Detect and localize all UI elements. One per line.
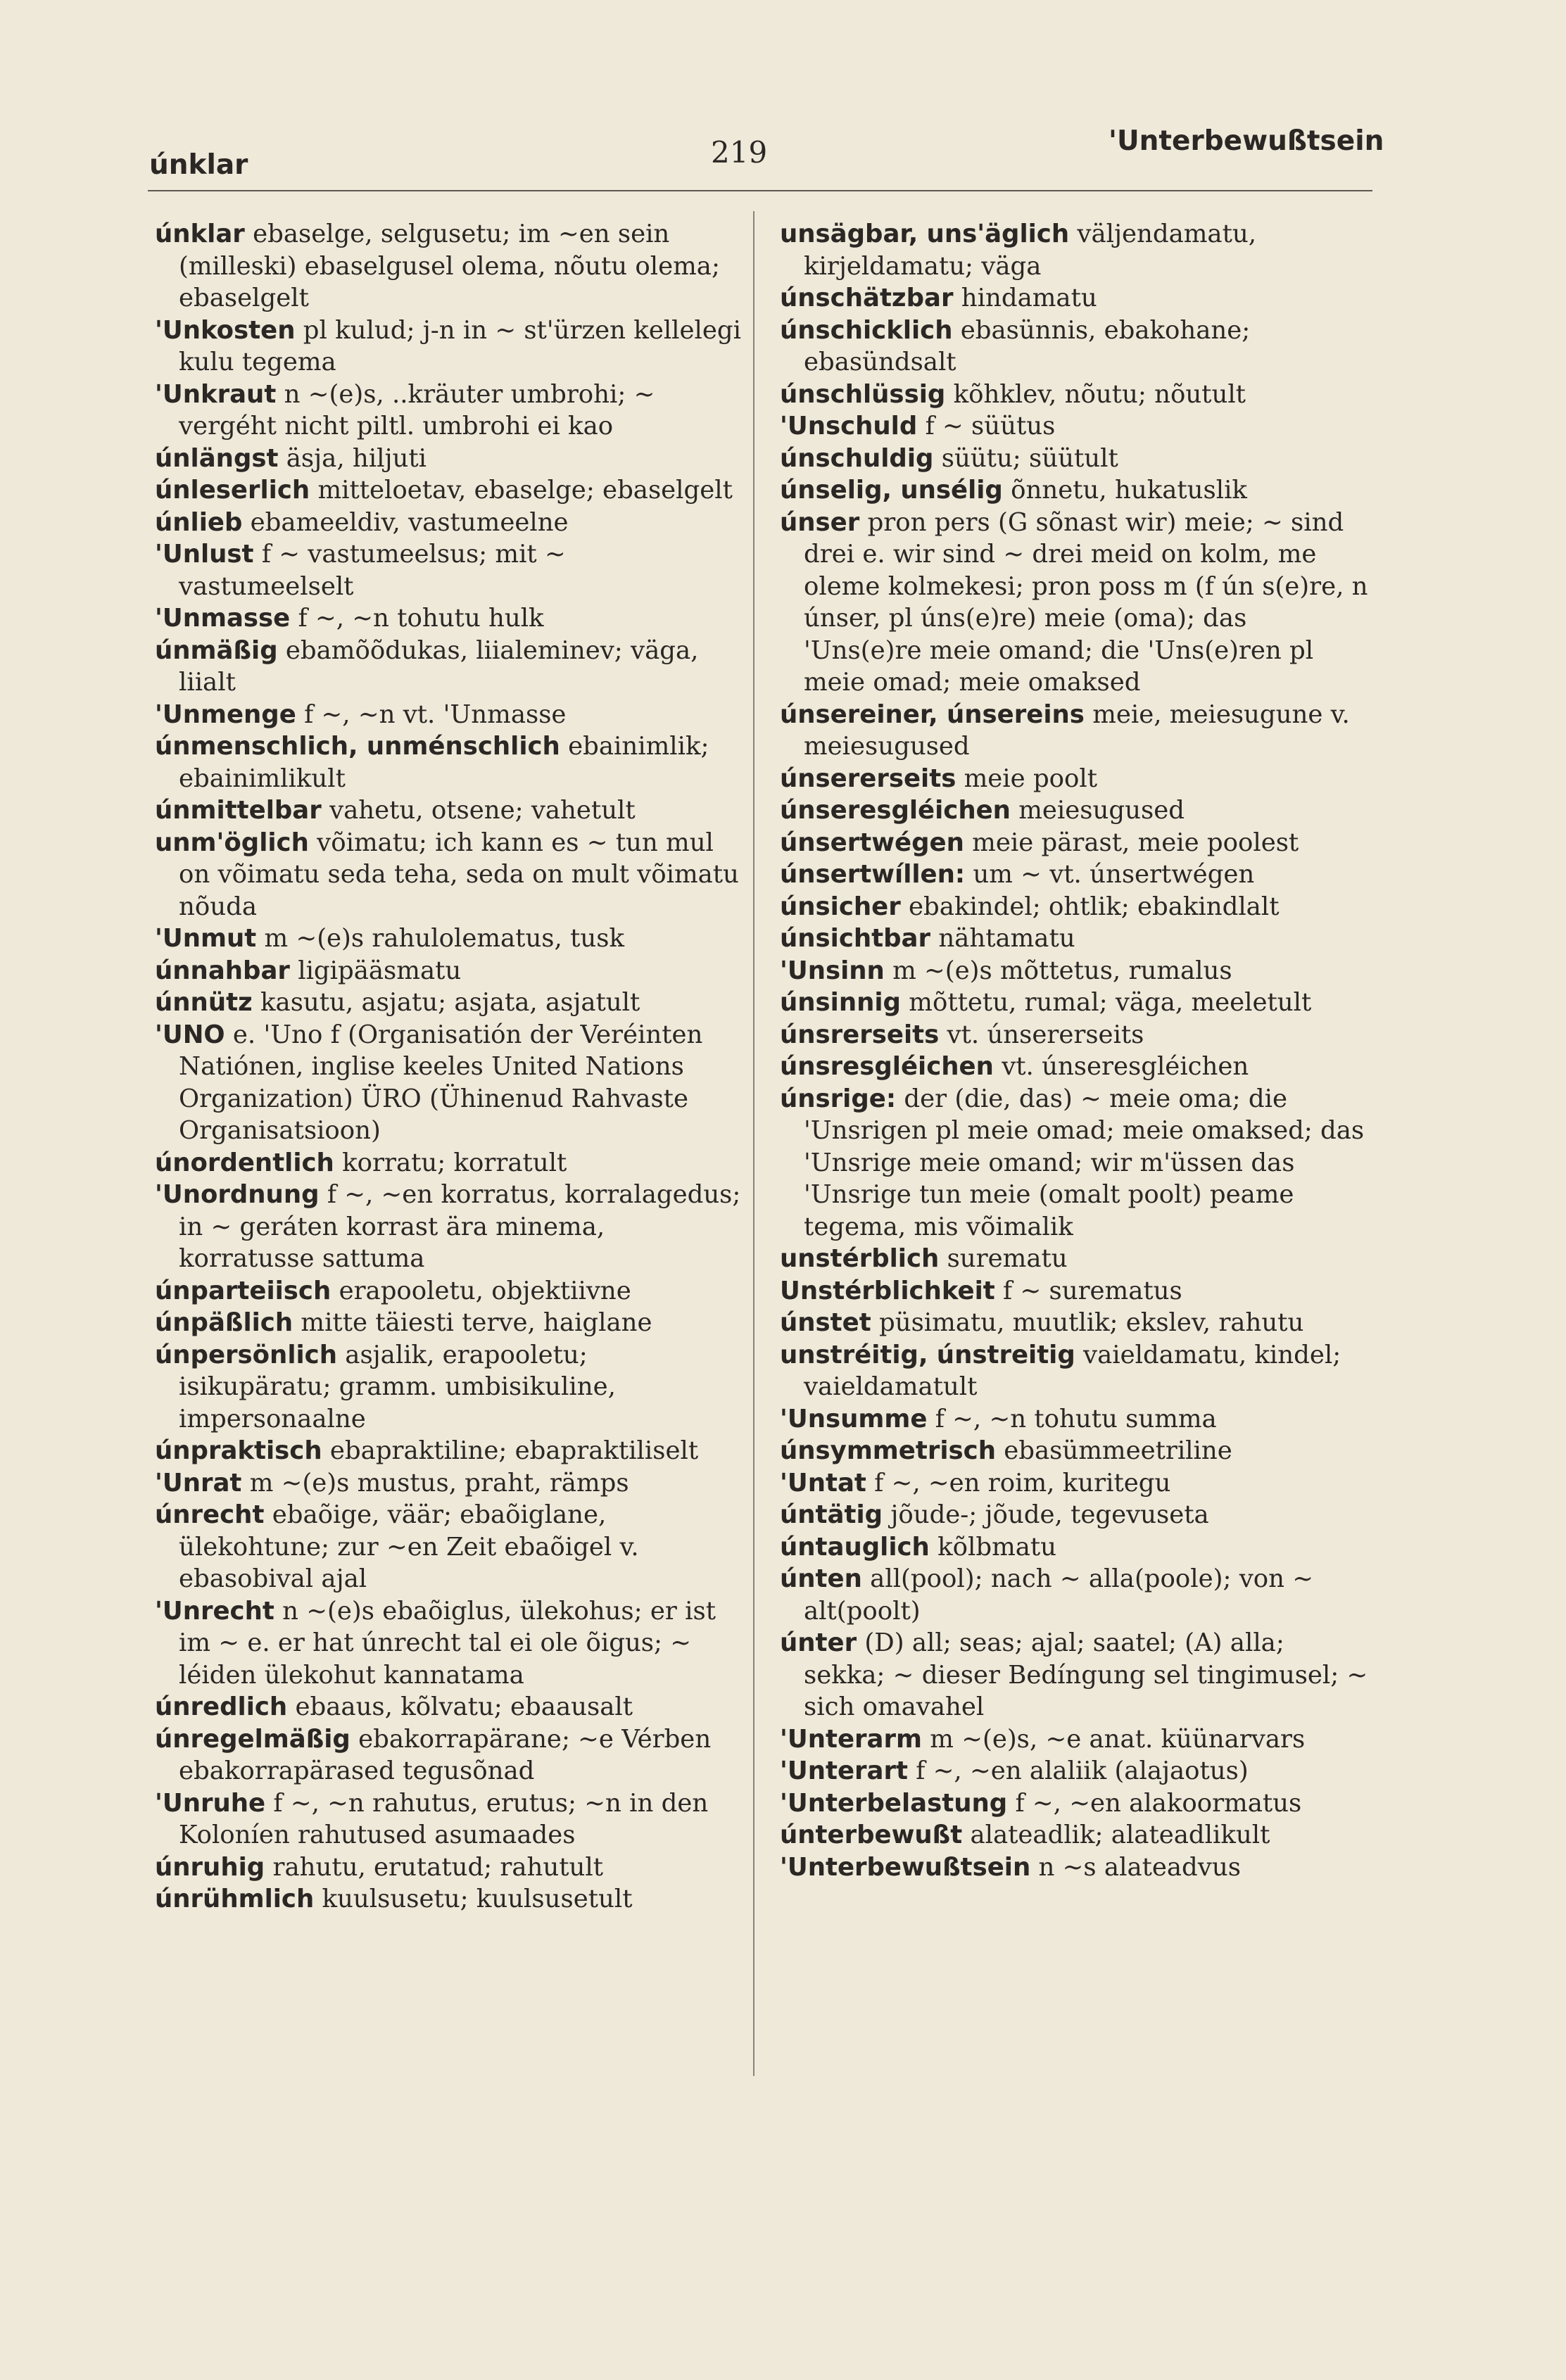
entry-definition: äsja, hiljuti [286,443,427,473]
entry-definition: meie, meiesugune v. meiesugused [804,700,1350,761]
dictionary-entry [155,379,746,443]
dictionary-entry [780,1723,1371,1756]
entry-definition: f ~, ~en alakoormatus [1015,1788,1302,1818]
entry-definition: vaieldamatu, kindel; vaieldamatult [804,1340,1341,1401]
entry-definition: pron pers (G sõnast wir) meie; ~ sind drei e. wir sind ~ drei meid on kolm, me oleme kolmekesi; pron poss m (f ún s(e)re, n únser, pl úns(e)re) meie (oma); das 'Uns(e)re meie omand; die 'Uns(e)ren pl meie omad; meie omaksed [804,507,1368,697]
entry-definition: m ~(e)s rahulolematus, tusk [264,924,624,953]
entry-headword: 'Unterbewußtsein [780,1852,1031,1882]
entry-headword: únsertwégen [780,828,964,857]
entry-headword: únter [780,1628,857,1657]
dictionary-entry [155,730,746,795]
dictionary-entry [780,1563,1371,1627]
dictionary-entry [155,1883,746,1916]
entry-definition: f ~ vastumeelsus; mit ~ vastumeelselt [179,540,566,601]
dictionary-entry [780,1627,1371,1723]
entry-definition: m ~(e)s mustus, praht, rämps [249,1468,629,1498]
entry-definition: meie pärast, meie poolest [972,828,1299,857]
dictionary-entry [780,315,1371,379]
entry-definition: ebamõõdukas, liialeminev; väga, liialt [179,635,699,697]
dictionary-entry [780,1467,1371,1500]
dictionary-entry [780,827,1371,859]
entry-headword: únsertwíllen: [780,860,966,889]
dictionary-entry [780,1755,1371,1787]
page-number: 219 [711,135,768,170]
entry-definition: mitte täiesti terve, haiglane [301,1308,652,1337]
dictionary-entry [155,1787,746,1852]
dictionary-entry [155,1691,746,1723]
dictionary-entry [155,1852,746,1884]
dictionary-entry [155,699,746,731]
entry-headword: unsägbar, uns'äglich [780,220,1070,248]
entry-definition: ebameeldiv, vastumeelne [250,507,569,537]
dictionary-entry [155,1147,746,1179]
entry-definition: ligipääsmatu [298,956,462,985]
entry-definition: mitteloetav, ebaselge; ebaselgelt [317,476,733,505]
entry-headword: únsicher [780,892,901,921]
entry-definition: n ~s alateadvus [1038,1852,1241,1882]
dictionary-entry [780,795,1371,827]
entry-definition: korratu; korratult [342,1148,567,1177]
entry-definition: vt. únsererseits [947,1020,1144,1049]
entry-headword: únselig, unsélig [780,476,1003,505]
entry-headword: 'Unschuld [780,412,918,441]
entry-headword: úntätig [780,1500,883,1529]
dictionary-entry [155,635,746,699]
entry-definition: f ~, ~n rahutus, erutus; ~n in den Koloníen rahutused asumaades [179,1788,709,1849]
entry-headword: únleserlich [155,476,310,505]
entry-headword: únschicklich [780,315,953,345]
entry-headword: únmenschlich, unménschlich [155,732,560,761]
entry-headword: únschätzbar [780,284,954,312]
guide-word-right: 'Unterbewußtsein [1109,125,1384,157]
entry-definition: f ~, ~n tohutu summa [935,1404,1217,1433]
dictionary-entry [780,987,1371,1019]
dictionary-entry [780,1531,1371,1564]
dictionary-entry [780,379,1371,411]
entry-definition: surematu [947,1244,1068,1273]
dictionary-entry [155,987,746,1019]
dictionary-entry [780,1435,1371,1467]
left-column [155,218,746,1916]
entry-headword: únsinnig [780,988,901,1017]
entry-headword: únpäßlich [155,1308,293,1337]
dictionary-entry [780,410,1371,443]
entry-headword: únlängst [155,443,279,473]
entry-headword: únsymmetrisch [780,1436,996,1465]
dictionary-entry [155,507,746,539]
dictionary-entry [155,1467,746,1500]
entry-definition: rahutu, erutatud; rahutult [272,1852,604,1882]
entry-headword: 'UNO [155,1020,225,1049]
entry-headword: únten [780,1564,862,1593]
entry-definition: mõttetu, rumal; väga, meeletult [909,988,1312,1017]
entry-definition: ebasümmeetriline [1004,1436,1232,1465]
dictionary-entry [155,923,746,955]
dictionary-entry [155,795,746,827]
entry-headword: únstet [780,1308,871,1337]
entry-headword: 'Unrecht [155,1596,274,1626]
entry-headword: úntauglich [780,1532,930,1562]
entry-headword: 'Unlust [155,540,254,569]
column-divider [753,211,754,2076]
entry-definition: hindamatu [961,284,1097,312]
entry-definition: ebakindel; ohtlik; ebakindlalt [909,892,1280,921]
entry-definition: f ~, ~n tohutu hulk [298,604,544,633]
dictionary-entry [780,891,1371,923]
entry-definition: vahetu, otsene; vahetult [329,796,636,825]
entry-headword: 'Unsumme [780,1404,928,1433]
guide-word-left: únklar [149,149,248,181]
entry-definition: f ~ surematus [1003,1276,1182,1305]
entry-headword: 'Untat [780,1468,866,1498]
dictionary-entry [780,1083,1371,1243]
dictionary-entry [155,1019,746,1147]
entry-definition: f ~ süütus [925,412,1056,441]
entry-definition: um ~ vt. únsertwégen [973,860,1255,889]
dictionary-entry [780,699,1371,763]
entry-headword: 'Unmasse [155,604,291,633]
entry-headword: únlieb [155,507,243,537]
entry-definition: kõhklev, nõutu; nõutult [953,379,1246,409]
entry-definition: m ~(e)s, ~e anat. küünarvars [930,1724,1306,1754]
dictionary-entry [155,1723,746,1787]
entry-definition: kuulsusetu; kuulsusetult [322,1885,633,1913]
entry-definition: m ~(e)s mõttetus, rumalus [892,956,1232,985]
entry-definition: ebaõige, väär; ebaõiglane, ülekohtune; zur ~en Zeit ebaõigel v. ebasobival ajal [179,1500,639,1593]
entry-definition: (D) all; seas; ajal; saatel; (A) alla; sekka; ~ dieser Bedíngung sel tingimusel; ~ sich omavahel [804,1628,1368,1721]
dictionary-entry [780,1403,1371,1436]
entry-definition: püsimatu, muutlik; ekslev, rahutu [879,1308,1304,1337]
entry-definition: f ~, ~en roim, kuritegu [874,1468,1171,1498]
entry-headword: únschlüssig [780,379,946,409]
entry-headword: únmittelbar [155,796,322,825]
entry-headword: 'Unordnung [155,1180,320,1209]
entry-headword: únser [780,507,860,537]
entry-headword: unstréitig, únstreitig [780,1340,1075,1369]
dictionary-entry [780,282,1371,315]
entry-headword: únmäßig [155,635,278,665]
entry-definition: ebasünnis, ebakohane; ebasündsalt [804,315,1251,376]
dictionary-entry [780,923,1371,955]
dictionary-entry [780,474,1371,507]
entry-definition: väljendamatu, kirjeldamatu; väga [804,220,1257,281]
entry-definition: f ~, ~en korratus, korralagedus; in ~ geráten korrast ära minema, korratusse sattuma [179,1180,741,1273]
entry-headword: únnütz [155,988,253,1017]
dictionary-entry [780,1339,1371,1403]
dictionary-entry [780,443,1371,475]
dictionary-entry [780,763,1371,795]
entry-headword: 'Unterbelastung [780,1788,1008,1818]
entry-definition: n ~(e)s ebaõiglus, ülekohus; er ist im ~ e. er hat únrecht tal ei ole õigus; ~ léiden ülekohut kannatama [179,1596,716,1690]
entry-definition: ebakorrapärane; ~e Vérben ebakorrapärased tegusõnad [179,1724,712,1785]
entry-headword: 'Unterart [780,1756,908,1785]
entry-definition: võimatu; ich kann es ~ tun mul on võimatu seda teha, seda on mult võimatu nõuda [179,828,739,921]
right-column [780,218,1371,1883]
dictionary-entry [780,955,1371,987]
entry-definition: ebapraktiline; ebapraktiliselt [329,1436,699,1465]
entry-headword: únsrige: [780,1084,897,1113]
entry-definition: nähtamatu [938,924,1075,953]
dictionary-entry [155,1179,746,1275]
entry-headword: Unstérblichkeit [780,1276,995,1305]
dictionary-entry [780,1787,1371,1820]
dictionary-entry [780,1051,1371,1083]
dictionary-entry [780,859,1371,891]
entry-definition: ebainimlik; ebainimlikult [179,732,709,793]
entry-headword: unm'öglich [155,828,309,857]
entry-headword: únsichtbar [780,924,931,953]
dictionary-entry [155,538,746,602]
entry-headword: únordentlich [155,1148,334,1177]
entry-headword: 'Unkosten [155,315,296,345]
entry-definition: all(pool); nach ~ alla(poole); von ~ alt(poolt) [804,1564,1314,1626]
entry-headword: 'Unrat [155,1468,242,1498]
entry-headword: únterbewußt [780,1821,963,1849]
dictionary-entry [780,1019,1371,1051]
entry-definition: kasutu, asjatu; asjata, asjatult [260,988,640,1017]
entry-definition: ebaaus, kõlvatu; ebaausalt [295,1692,633,1721]
entry-headword: 'Unterarm [780,1724,922,1754]
dictionary-entry [155,955,746,987]
dictionary-entry [155,602,746,635]
entry-headword: únseresgléichen [780,796,1011,825]
entry-headword: 'Unruhe [155,1788,266,1818]
dictionary-entry [155,315,746,379]
dictionary-entry [155,1595,746,1692]
dictionary-entry [780,1499,1371,1531]
entry-headword: 'Unsinn [780,956,885,985]
entry-headword: 'Unmenge [155,700,296,729]
dictionary-entry [780,507,1371,699]
dictionary-entry [780,1852,1371,1884]
entry-definition: meie poolt [964,764,1098,793]
header-rule [148,190,1372,191]
entry-definition: f ~, ~n vt. 'Unmasse [304,700,567,729]
entry-definition: f ~, ~en alaliik (alajaotus) [916,1756,1249,1785]
entry-definition: kõlbmatu [937,1532,1057,1562]
entry-headword: únsereiner, únsereins [780,700,1085,729]
dictionary-entry [155,218,746,315]
entry-headword: únsresgléichen [780,1052,994,1081]
entry-headword: únpraktisch [155,1436,322,1465]
entry-headword: únredlich [155,1692,288,1721]
dictionary-entry [155,1307,746,1339]
dictionary-entry [155,1275,746,1308]
entry-headword: únrühmlich [155,1885,315,1913]
entry-headword: únregelmäßig [155,1724,351,1754]
dictionary-entry [780,1275,1371,1308]
entry-headword: únschuldig [780,443,934,473]
entry-definition: ebaselge, selgusetu; im ~en sein (milleski) ebaselgusel olema, nõutu olema; ebaselgelt [179,220,720,312]
entry-headword: únpersönlich [155,1340,337,1369]
entry-headword: unstérblich [780,1244,940,1273]
entry-headword: únparteiisch [155,1276,331,1305]
dictionary-entry [155,1339,746,1436]
entry-definition: alateadlik; alateadlikult [970,1821,1270,1849]
entry-definition: süütu; süütult [941,443,1118,473]
entry-headword: 'Unkraut [155,379,277,409]
entry-definition: e. 'Uno f (Organisatión der Veréinten Natiónen, inglise keeles United Nations Organization) ÜRO (Ühinenud Rahvaste Organisatsioon) [179,1020,703,1145]
page-header [0,0,1566,183]
dictionary-entry [155,474,746,507]
dictionary-entry [155,1435,746,1467]
entry-headword: únsererseits [780,764,956,793]
dictionary-entry [155,443,746,475]
entry-definition: n ~(e)s, ..kräuter umbrohi; ~ vergéht nicht piltl. umbrohi ei kao [179,379,655,441]
entry-headword: únruhig [155,1852,265,1882]
entry-headword: únnahbar [155,956,290,985]
entry-definition: vt. únseresgléichen [1002,1052,1249,1081]
dictionary-entry [780,218,1371,282]
dictionary-entry [155,827,746,923]
entry-definition: jõude-; jõude, tegevuseta [890,1500,1209,1529]
entry-headword: 'Unmut [155,924,257,953]
entry-headword: únsrerseits [780,1020,940,1049]
dictionary-entry [155,1499,746,1595]
entry-definition: õnnetu, hukatuslik [1011,476,1247,505]
entry-definition: der (die, das) ~ meie oma; die 'Unsrigen pl meie omad; meie omaksed; das 'Unsrige meie omand; wir m'üssen das 'Unsrige tun meie (omalt poolt) peame tegema, mis võimalik [804,1084,1365,1241]
entry-headword: únklar [155,220,245,248]
dictionary-entry [780,1819,1371,1852]
entry-definition: pl kulud; j-n in ~ st'ürzen kellelegi kulu tegema [179,315,741,376]
entry-headword: únrecht [155,1500,265,1529]
entry-definition: meiesugused [1018,796,1185,825]
dictionary-entry [780,1307,1371,1339]
entry-definition: erapooletu, objektiivne [339,1276,631,1305]
entry-definition: asjalik, erapooletu; isikupäratu; gramm. umbisikuline, impersonaalne [179,1340,616,1433]
dictionary-entry [780,1243,1371,1275]
